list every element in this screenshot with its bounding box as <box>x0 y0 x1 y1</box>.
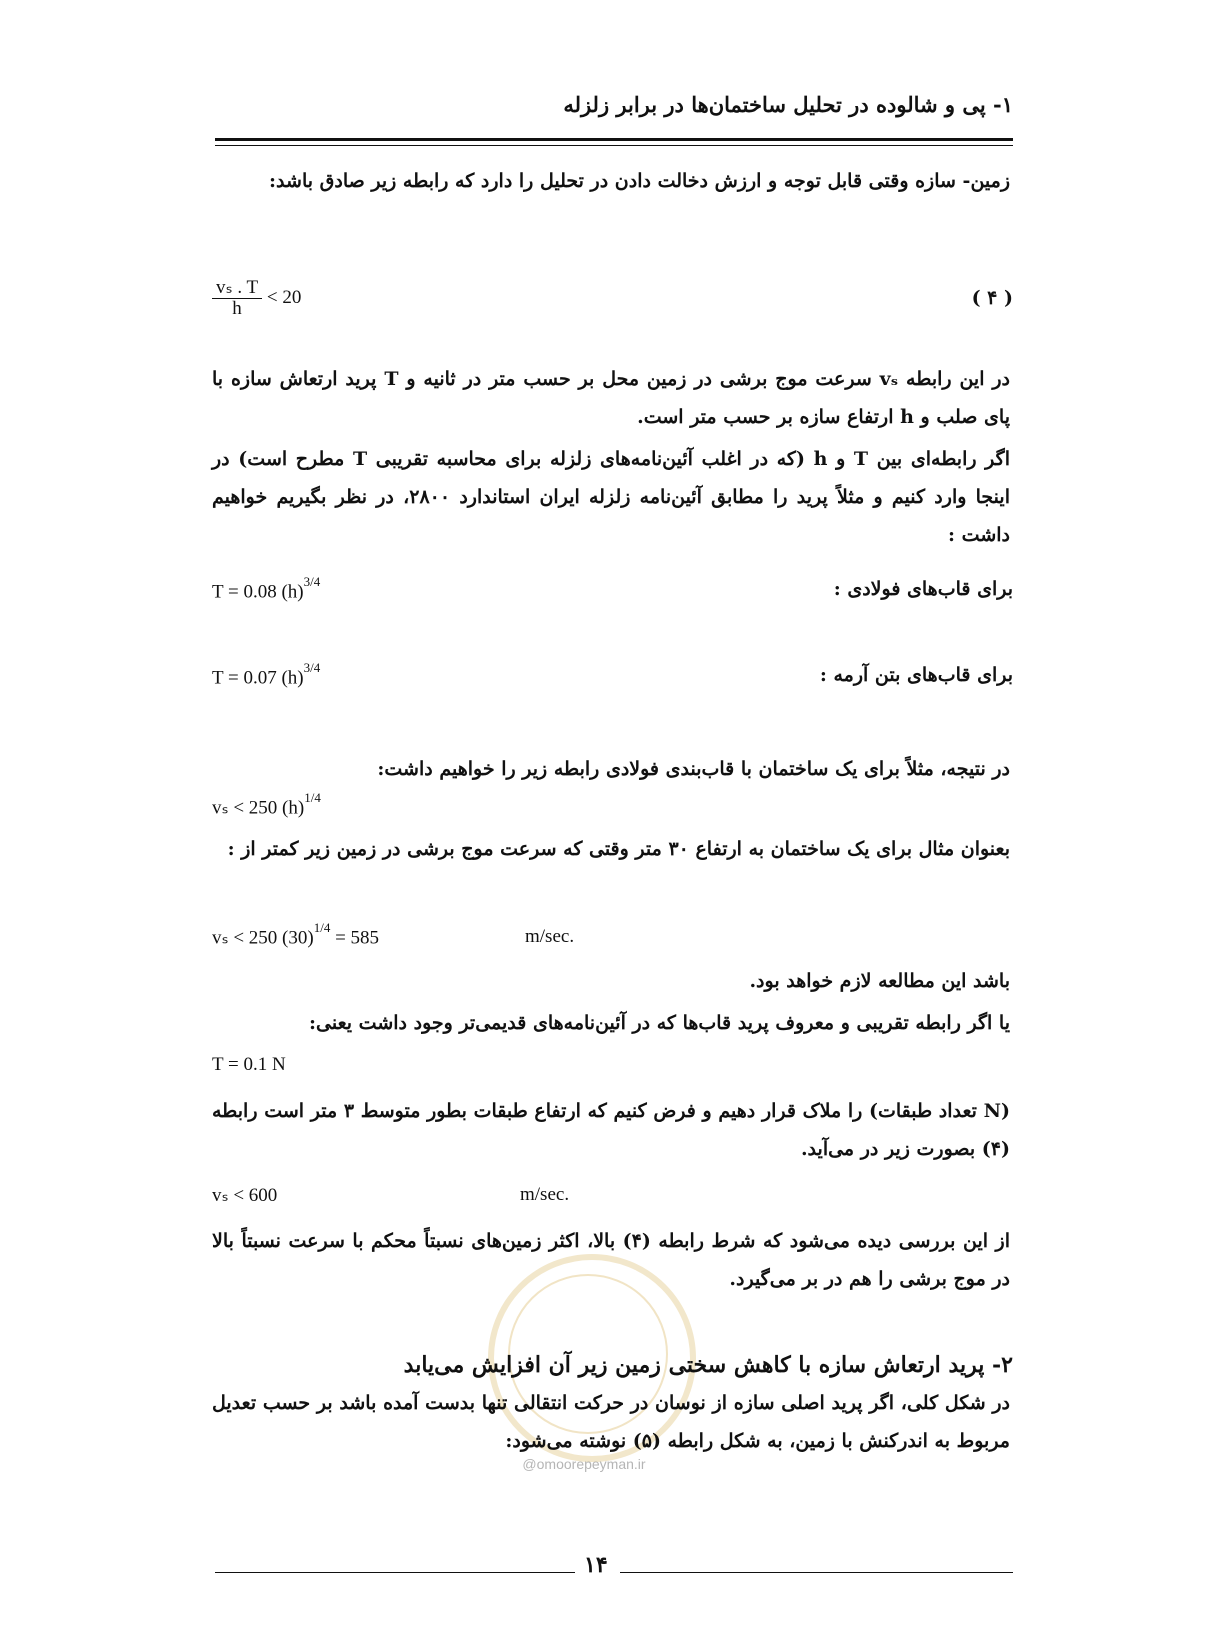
paragraph-result: در نتیجه، مثلاً برای یک ساختمان با قاب‌بندی فولادی رابطه زیر را خواهیم داشت: <box>377 758 1010 780</box>
equation-vs-example-exponent: 1/4 <box>313 920 331 935</box>
equation-t-n: T = 0.1 N <box>212 1054 286 1075</box>
watermark-text: @omoorepeyman.ir <box>522 1456 646 1472</box>
equation-4-numerator: vₛ . T <box>212 278 262 299</box>
equation-steel-exponent: 3/4 <box>303 574 321 589</box>
equation-concrete-base: T = 0.07 (h) <box>212 667 304 689</box>
equation-vs-example-base: vₛ < 250 (30) <box>212 927 314 949</box>
concrete-frames-label: برای قاب‌های بتن آرمه : <box>819 664 1013 686</box>
running-header: ۱- پی و شالوده در تحلیل ساختمان‌ها در برابر زلزله <box>563 92 1013 117</box>
equation-4 <box>212 278 301 319</box>
equation-4-denominator: h <box>232 298 242 319</box>
equation-vs-general-base: vₛ < 250 (h) <box>212 797 305 819</box>
equation-vs-general-exponent: 1/4 <box>304 790 321 805</box>
equation-vs-600-unit: m/sec. <box>520 1184 570 1205</box>
paragraph-conclusion: از این بررسی دیده می‌شود که شرط رابطه (۴) بالا، اکثر زمین‌های نسبتاً محکم با سرعت نسبتاً بالا در موج برشی را هم در بر می‌گیرد. <box>212 1230 1011 1290</box>
paragraph-general-form: در شکل کلی، اگر پرید اصلی سازه از نوسان در حرکت انتقالی تنها بدست آمده باشد بر حسب تعدیل مربوط به اندرکنش با زمین، به شکل رابطه (۵) نوشته می‌شود: <box>212 1392 1010 1452</box>
paragraph-study-needed: باشد این مطالعه لازم خواهد بود. <box>749 970 1010 992</box>
section-2-title: ۲- پرید ارتعاش سازه با کاهش سختی زمین زیر آن افزایش می‌یابد <box>403 1352 1013 1378</box>
equation-steel <box>212 574 321 603</box>
equation-4-rhs: < 20 <box>266 286 302 308</box>
paragraph-example: بعنوان مثال برای یک ساختمان به ارتفاع ۳۰ متر وقتی که سرعت موج برشی در زمین زیر کمتر از : <box>227 838 1010 860</box>
paragraph-old-codes: یا اگر رابطه تقریبی و معروف پرید قاب‌ها که در آئین‌نامه‌های قدیمی‌تر وجود داشت یعنی: <box>309 1012 1010 1034</box>
footer-rule-left <box>215 1572 575 1573</box>
equation-concrete <box>212 660 321 689</box>
paragraph-intro: زمین- سازه وقتی قابل توجه و ارزش دخالت دادن در تحلیل را دارد که رابطه زیر صادق باشد: <box>269 170 1010 192</box>
page-number: ۱۴ <box>584 1552 608 1578</box>
paragraph-definitions: در این رابطه vₛ سرعت موج برشی در زمین محل بر حسب متر در ثانیه و T پرید ارتعاش سازه با پای صلب و h ارتفاع سازه بر حسب متر است. <box>212 368 1010 428</box>
equation-vs-example-unit: m/sec. <box>525 926 575 947</box>
paragraph-floors: (N تعداد طبقات) را ملاک قرار دهیم و فرض کنیم که ارتفاع طبقات بطور متوسط ۳ متر است رابطه (۴) بصورت زیر در می‌آید. <box>212 1100 1010 1160</box>
header-rule-thick <box>215 138 1013 141</box>
equation-4-number: ( ۴ ) <box>971 287 1013 309</box>
equation-vs-general <box>212 790 321 819</box>
header-rule-thin <box>215 145 1013 146</box>
paragraph-code-relation: اگر رابطه‌ای بین T و h (که در اغلب آئین‌نامه‌های زلزله برای محاسبه تقریبی T مطرح است) در اینجا وارد کنیم و مثلاً پرید را مطابق آئین‌نامه زلزله ایران استاندارد ۲۸۰۰، در نظر بگیریم خواهیم داشت : <box>212 448 1010 546</box>
steel-frames-label: برای قاب‌های فولادی : <box>833 578 1013 600</box>
equation-vs-600: vₛ < 600 <box>212 1185 278 1206</box>
equation-4-fraction <box>212 278 262 319</box>
footer-rule-right <box>620 1572 1013 1573</box>
equation-steel-base: T = 0.08 (h) <box>212 581 304 603</box>
equation-vs-example-rhs: = 585 <box>330 927 380 949</box>
equation-concrete-exponent: 3/4 <box>303 660 321 675</box>
equation-vs-example <box>212 920 380 949</box>
